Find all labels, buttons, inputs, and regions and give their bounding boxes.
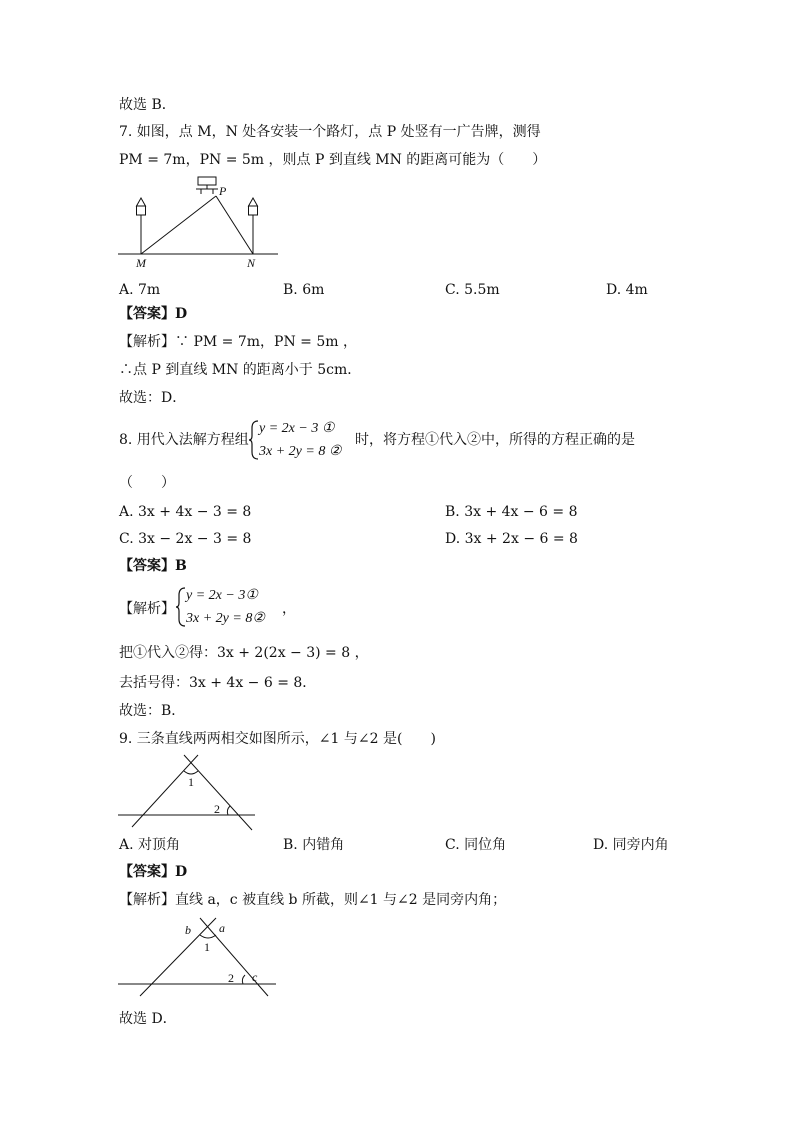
lamp-m bbox=[137, 198, 146, 254]
q7-option-a: A. 7m bbox=[119, 282, 161, 298]
angle-1-label: 1 bbox=[204, 940, 210, 954]
q8-analysis-eq1: y = 2x − 3① bbox=[186, 588, 258, 603]
label-m: M bbox=[136, 256, 146, 270]
q7-figure bbox=[118, 176, 278, 271]
line-left bbox=[132, 755, 198, 827]
q8-step2: 去括号得：3x + 4x − 6 = 8． bbox=[119, 675, 317, 691]
angle-1-arc bbox=[200, 935, 216, 938]
line-right bbox=[184, 755, 252, 830]
q7-stem-line2: PM = 7m，PN = 5m ，则点 P 到直线 MN 的距离可能为（ ） bbox=[119, 152, 547, 168]
label-p: P bbox=[219, 184, 227, 198]
q8-analysis-eq2: 3x + 2y = 8② bbox=[186, 611, 265, 626]
q7-option-b: B. 6m bbox=[283, 282, 325, 298]
segment-pn bbox=[216, 196, 253, 254]
q8-stem-prefix: 8. 用代入法解方程组 bbox=[119, 432, 249, 448]
q8-analysis-brace bbox=[176, 587, 186, 627]
q8-analysis-comma: ， bbox=[282, 601, 296, 617]
angle-2-arc bbox=[227, 806, 230, 815]
segment-pm bbox=[141, 196, 216, 254]
q9-figure-2 bbox=[118, 918, 278, 998]
q9-analysis: 【解析】直线 a，c 被直线 b 所截，则∠1 与∠2 是同旁内角； bbox=[119, 892, 507, 908]
q7-analysis-line2: ∴点 P 到直线 MN 的距离小于 5cm． bbox=[119, 362, 362, 378]
q8-option-b: B. 3x + 4x − 6 = 8 bbox=[445, 504, 578, 520]
q7-option-c: C. 5.5m bbox=[445, 282, 500, 298]
label-a: a bbox=[219, 921, 225, 935]
prev-conclusion: 故选 B． bbox=[119, 97, 176, 113]
q8-conclusion: 故选：B． bbox=[119, 703, 186, 719]
q8-step1: 把①代入②得：3x + 2(2x − 3) = 8 ， bbox=[119, 645, 369, 661]
q9-figure-1 bbox=[118, 755, 258, 830]
q8-answer: 【答案】B bbox=[119, 558, 187, 574]
angle-1-arc bbox=[184, 771, 198, 774]
q9-stem: 9. 三条直线两两相交如图所示，∠1 与∠2 是( ) bbox=[119, 731, 436, 747]
label-b: b bbox=[185, 923, 191, 937]
label-c: c bbox=[252, 970, 258, 984]
q7-answer: 【答案】D bbox=[119, 306, 188, 322]
angle-1-label: 1 bbox=[188, 775, 194, 789]
q9-conclusion: 故选 D． bbox=[119, 1011, 177, 1027]
q7-stem-line1: 7. 如图，点 M，N 处各安装一个路灯，点 P 处竖有一广告牌，测得 bbox=[119, 124, 541, 140]
q7-option-d: D. 4m bbox=[606, 282, 648, 298]
q8-option-d: D. 3x + 2x − 6 = 8 bbox=[445, 531, 578, 547]
q8-option-a: A. 3x + 4x − 3 = 8 bbox=[119, 504, 252, 520]
q8-system-brace bbox=[249, 420, 259, 460]
q9-answer: 【答案】D bbox=[119, 864, 188, 880]
label-n: N bbox=[247, 256, 256, 270]
q8-analysis-label: 【解析】 bbox=[119, 601, 175, 617]
q7-conclusion: 故选：D． bbox=[119, 390, 187, 406]
angle-2-label: 2 bbox=[214, 802, 220, 816]
q9-option-a: A. 对顶角 bbox=[119, 837, 181, 853]
q8-equation-2: 3x + 2y = 8 ② bbox=[259, 444, 342, 459]
angle-2-label: 2 bbox=[228, 971, 234, 985]
angle-2-arc bbox=[242, 975, 245, 984]
lamp-n bbox=[249, 198, 258, 254]
q8-stem-suffix: 时，将方程①代入②中，所得的方程正确的是 bbox=[355, 432, 635, 448]
q9-option-d: D. 同旁内角 bbox=[593, 837, 669, 853]
q9-option-c: C. 同位角 bbox=[445, 837, 507, 853]
billboard-p bbox=[196, 177, 218, 194]
q7-analysis-line1: 【解析】∵ PM = 7m，PN = 5m ， bbox=[119, 334, 357, 350]
q9-option-b: B. 内错角 bbox=[283, 837, 345, 853]
q8-option-c: C. 3x − 2x − 3 = 8 bbox=[119, 531, 252, 547]
q8-equation-1: y = 2x − 3 ① bbox=[259, 421, 335, 436]
q8-paren: （ ） bbox=[119, 475, 175, 491]
